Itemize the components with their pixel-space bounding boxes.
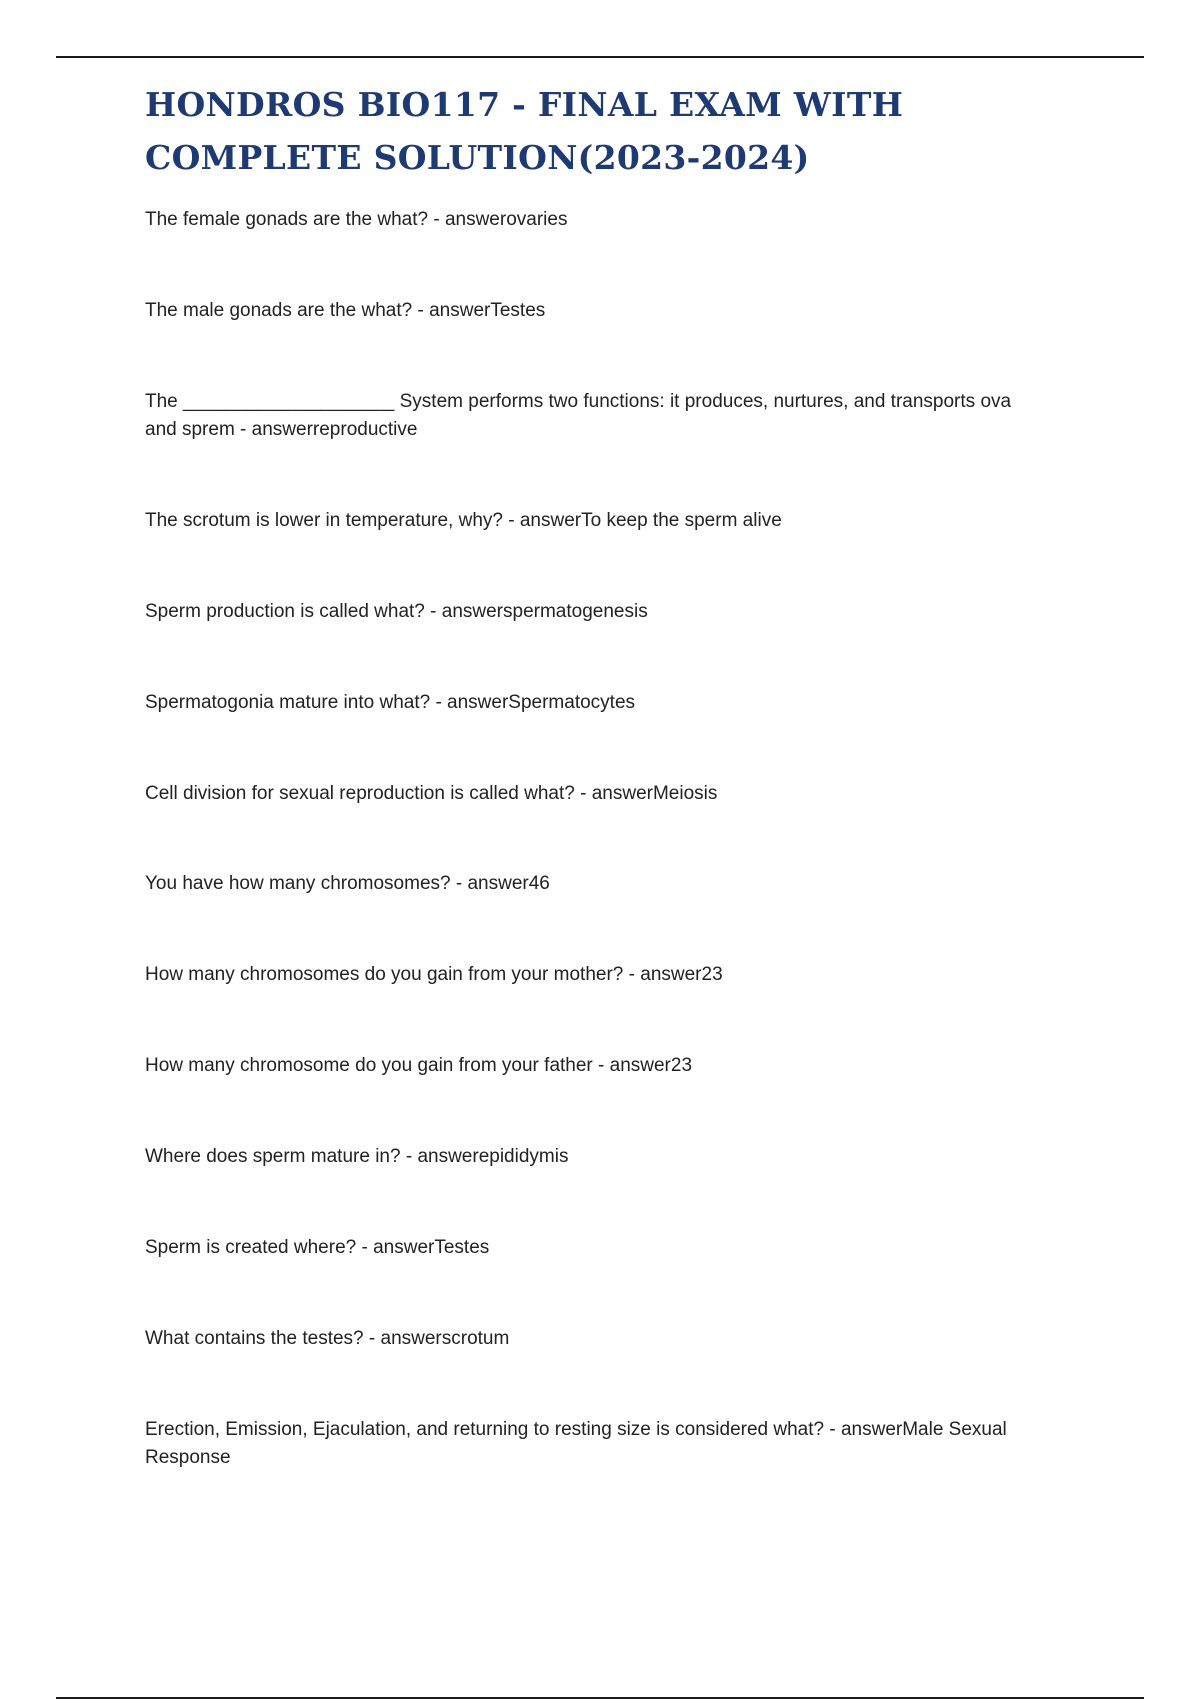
top-rule <box>56 56 1144 58</box>
qa-item-6: Spermatogonia mature into what? - answerSpermatocytes <box>145 692 636 713</box>
bottom-rule <box>56 1697 1144 1699</box>
qa-item-9: How many chromosomes do you gain from your mother? - answer23 <box>145 964 723 985</box>
qa-item-3: The ____________________ System performs two functions: it produces, nurtures, and transports ova and sprem - answerreproductive <box>145 391 1012 440</box>
page-title: HONDROS BIO117 - FINAL EXAM WITH COMPLETE SOLUTION(2023-2024) <box>145 85 904 177</box>
qa-item-14: Erection, Emission, Ejaculation, and returning to resting size is considered what? - answerMale Sexual Response <box>145 1419 1007 1468</box>
qa-item-8: You have how many chromosomes? - answer46 <box>145 873 550 894</box>
qa-item-2: The male gonads are the what? - answerTestes <box>145 300 546 321</box>
qa-item-10: How many chromosome do you gain from your father - answer23 <box>145 1055 693 1076</box>
qa-item-13: What contains the testes? - answerscrotum <box>145 1328 510 1349</box>
qa-item-7: Cell division for sexual reproduction is called what? - answerMeiosis <box>145 783 718 804</box>
qa-item-5: Sperm production is called what? - answerspermatogenesis <box>145 601 648 622</box>
qa-item-1: The female gonads are the what? - answerovaries <box>145 209 568 230</box>
qa-item-12: Sperm is created where? - answerTestes <box>145 1237 490 1258</box>
qa-item-11: Where does sperm mature in? - answerepididymis <box>145 1146 569 1167</box>
qa-item-4: The scrotum is lower in temperature, why? - answerTo keep the sperm alive <box>145 510 782 531</box>
